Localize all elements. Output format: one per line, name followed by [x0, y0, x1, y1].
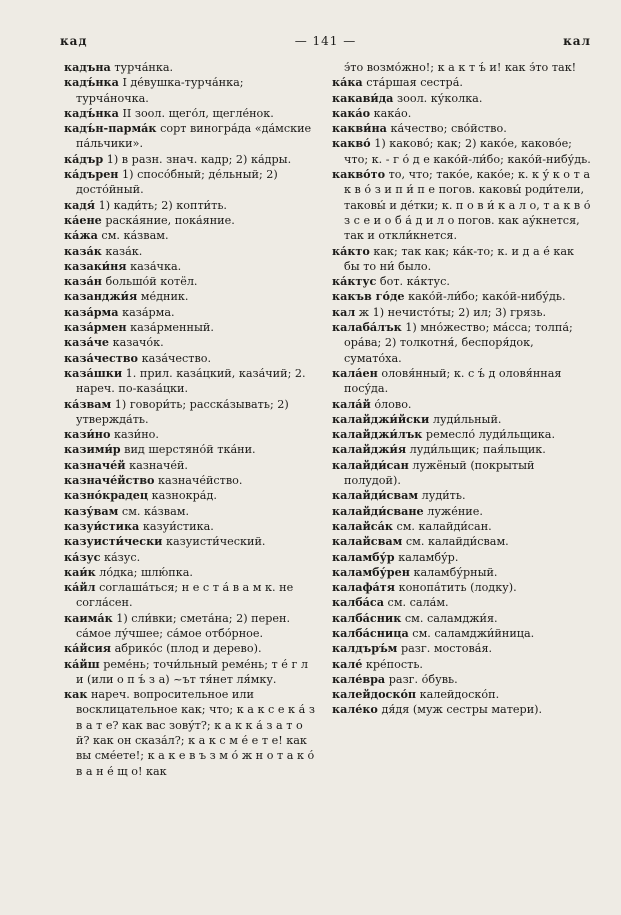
- dictionary-entry: [64, 534, 316, 549]
- entry-headword: ка́звам: [64, 396, 112, 411]
- dictionary-entry: [332, 412, 592, 427]
- entry-headword: калайди́свам: [332, 488, 419, 503]
- entry-definition: луди́льщик; пая́льщик.: [406, 443, 546, 457]
- entry-definition: луже́ние.: [423, 504, 483, 518]
- entry-definition: 1) говори́ть; расска́зывать; 2) утвержда́ть.: [76, 397, 289, 426]
- dictionary-entry: [64, 244, 316, 259]
- dictionary-entry: [64, 488, 316, 503]
- entry-definition: соглаша́ться; н е с т а́ в а м к. не согла́сен.: [76, 581, 294, 610]
- entry-headword: каима́к: [64, 610, 113, 625]
- entry-definition: казнокра́д.: [148, 489, 217, 503]
- entry-definition: ло́дка; шлю́пка.: [95, 565, 193, 579]
- entry-definition: луди́ть.: [418, 489, 466, 503]
- entry-headword: ка́ка: [332, 75, 363, 90]
- entry-definition: зоол. ку́колка.: [393, 91, 483, 105]
- entry-definition: кака́о.: [370, 106, 412, 120]
- entry-headword: казно́крадец: [64, 488, 149, 503]
- entry-headword: калейдоско́п: [332, 687, 417, 702]
- dictionary-entry: [64, 611, 316, 642]
- running-head: [60, 34, 591, 52]
- entry-headword: калайджи́лък: [332, 427, 423, 442]
- entry-definition: см. калайди́свам.: [402, 535, 509, 549]
- entry-definition: вид шерстяно́й тка́ни.: [120, 443, 256, 457]
- entry-definition: каза́рменный.: [126, 321, 214, 335]
- entry-headword: кале́вра: [332, 671, 386, 686]
- entry-headword: казанджи́я: [64, 289, 138, 304]
- dictionary-entry: [64, 213, 316, 228]
- dictionary-entry: [64, 366, 316, 397]
- dictionary-entry: [332, 504, 592, 519]
- entry-headword: ка́йсия: [64, 641, 112, 656]
- dictionary-entry: [64, 641, 316, 656]
- entry-headword: ка́зус: [64, 549, 101, 564]
- entry-definition: см. ка́звам.: [97, 229, 169, 243]
- dictionary-entry: [64, 152, 316, 167]
- entry-headword: ка́йл: [64, 580, 96, 595]
- dictionary-entry: [64, 351, 316, 366]
- dictionary-entry: [332, 565, 592, 580]
- entry-definition: каза́рма.: [118, 305, 175, 319]
- entry-headword: какави́да: [332, 90, 394, 105]
- entry-definition: абрико́с (плод и дерево).: [111, 642, 262, 656]
- entry-headword: каза́к: [64, 243, 102, 258]
- entry-headword: кала́ен: [332, 365, 378, 380]
- entry-headword: каи́к: [64, 564, 96, 579]
- entry-headword: каза́че: [64, 335, 110, 350]
- entry-headword: каза́рмен: [64, 320, 127, 335]
- entry-definition: како́й-ли́бо; како́й-нибу́дь.: [404, 290, 566, 304]
- dictionary-entry: [332, 488, 592, 503]
- entry-definition: о́лово.: [370, 397, 412, 411]
- entry-headword: ка́дърен: [64, 167, 119, 182]
- right-column: [332, 60, 592, 718]
- dictionary-entry: [332, 534, 592, 549]
- entry-headword: калдъръ́м: [332, 641, 398, 656]
- dictionary-entry: [64, 60, 316, 75]
- running-head-right: кал: [563, 34, 591, 48]
- entry-headword: калайди́сан: [332, 457, 409, 472]
- entry-definition: казначе́й.: [125, 458, 188, 472]
- dictionary-entry: [332, 442, 592, 457]
- entry-headword: какво́то: [332, 167, 386, 182]
- dictionary-entry: [332, 550, 592, 565]
- dictionary-entry: [64, 106, 316, 121]
- entry-headword: кал: [332, 304, 356, 319]
- dictionary-entry: [64, 167, 316, 198]
- dictionary-entry: [332, 687, 592, 702]
- entry-definition: ста́ршая сестра́.: [362, 76, 463, 90]
- dictionary-entry: [332, 580, 592, 595]
- dictionary-entry: [332, 75, 592, 90]
- entry-definition: раска́яние, пока́яние.: [101, 213, 235, 227]
- dictionary-entry: [64, 228, 316, 243]
- entry-headword: кази́но: [64, 427, 111, 442]
- entry-definition: каза́чка.: [126, 259, 182, 273]
- dictionary-entry: [332, 244, 592, 275]
- entry-definition: дя́дя (муж сестры матери).: [377, 703, 543, 717]
- entry-headword: какво́: [332, 136, 371, 151]
- page-number: — 141 —: [294, 34, 357, 48]
- entry-headword: ка́кто: [332, 243, 370, 258]
- entry-definition: см. ка́звам.: [118, 504, 190, 518]
- entry-definition: кре́пость.: [362, 657, 423, 671]
- dictionary-entry: [332, 320, 592, 366]
- entry-headword: казуисти́чески: [64, 534, 163, 549]
- entry-headword: казначе́й: [64, 457, 126, 472]
- dictionary-entry: [64, 259, 316, 274]
- entry-definition: конопа́тить (лодку).: [395, 581, 517, 595]
- dictionary-entry: [332, 657, 592, 672]
- entry-headword: кала́й: [332, 396, 371, 411]
- entry-definition: 1) кади́ть; 2) копти́ть.: [95, 198, 227, 212]
- entry-headword: какви́на: [332, 121, 387, 136]
- entry-definition: казуисти́ческий.: [162, 535, 266, 549]
- entry-headword: каза́шки: [64, 365, 123, 380]
- entry-definition: нареч. вопросительное или восклицательное как; что; к а к с е к а́ з в а т е? как вас зову́т?; к а к к а́ з а т о й? как он сказа́л?; к а к с м е́ е т е! как вы сме́ете!; к а к е в ъ з м о́ ж н о т а к о́ в а н е́ щ о! как: [76, 688, 315, 778]
- entry-headword: калайса́к: [332, 518, 393, 533]
- dictionary-entry: [64, 657, 316, 688]
- entry-definition: каза́чество.: [138, 351, 212, 365]
- entry-headword: калайджи́я: [332, 442, 407, 457]
- entry-headword: калайди́сване: [332, 503, 424, 518]
- entry-definition: 1) сли́вки; смета́на; 2) перен. са́мое лу́чшее; са́мое отбо́рное.: [76, 611, 290, 640]
- entry-headword: калба́са: [332, 595, 384, 610]
- entry-headword: ка́жа: [64, 228, 98, 243]
- entry-headword: кадъ́н-парма́к: [64, 121, 157, 136]
- dictionary-entry: [332, 91, 592, 106]
- dictionary-entry: [64, 687, 316, 779]
- entry-definition: ж 1) нечисто́ты; 2) ил; 3) грязь.: [355, 305, 546, 319]
- dictionary-entry: [332, 136, 592, 167]
- entry-definition: 1) спосо́бный; де́льный; 2) досто́йный.: [76, 168, 278, 197]
- dictionary-entry: [332, 397, 592, 412]
- entry-definition: казначе́йство.: [154, 474, 243, 488]
- dictionary-entry: [64, 121, 316, 152]
- dictionary-entry: [332, 274, 592, 289]
- entry-definition: 1. прил. каза́цкий, каза́чий; 2. нареч. по-каза́цки.: [76, 366, 306, 396]
- dictionary-entry: [64, 289, 316, 304]
- dictionary-entry: [64, 519, 316, 534]
- entry-definition: см. калайди́сан.: [392, 519, 492, 533]
- entry-headword: калайджи́йски: [332, 411, 430, 426]
- dictionary-entry: [64, 198, 316, 213]
- entry-headword: ка́ктус: [332, 274, 377, 289]
- entry-headword: казу́вам: [64, 503, 119, 518]
- entry-headword: калафа́тя: [332, 580, 396, 595]
- entry-definition: ка́зус.: [100, 550, 141, 564]
- dictionary-entry: [332, 289, 592, 304]
- dictionary-entry: [64, 550, 316, 565]
- entry-definition: калейдоско́п.: [416, 688, 500, 702]
- entry-headword: ка́йш: [64, 656, 100, 671]
- dictionary-entry: [332, 458, 592, 489]
- entry-definition: 1) каково́; как; 2) како́е, каково́е; что; к. - г о́ д е како́й-ли́бо; како́й-нибу́дь.: [344, 137, 591, 166]
- entry-headword: кале́ко: [332, 702, 378, 717]
- dictionary-entry: [64, 504, 316, 519]
- entry-headword: каза́чество: [64, 350, 139, 365]
- entry-definition: разг. мостова́я.: [397, 642, 493, 656]
- entry-headword: казими́р: [64, 442, 121, 457]
- dictionary-entry: [332, 60, 592, 75]
- dictionary-entry: [64, 320, 316, 335]
- entry-headword: кадъна: [64, 60, 111, 74]
- dictionary-entry: [332, 611, 592, 626]
- entry-definition: кази́но.: [110, 428, 159, 442]
- dictionary-entry: [64, 274, 316, 289]
- entry-definition: ме́дник.: [137, 290, 189, 304]
- entry-headword: каламбу́рен: [332, 564, 410, 579]
- dictionary-entry: [64, 580, 316, 611]
- entry-definition: ремесло́ луди́льщика.: [422, 428, 556, 442]
- entry-definition: то, что; тако́е, како́е; к. к у́ к о т а к в о́ з и п и́ п е погов. каковы́ роди́тели, таковы́ и де́тки; к. п о в и́ к а л о, т а к в о́ з с е и о б а́ д и л о погов. как ау́кнется, так и откли́кнется.: [344, 168, 591, 243]
- entry-definition: 1) мно́жество; ма́сса; толпа́; ора́ва; 2) толкотня́, беспоря́док, сумато́ха.: [344, 321, 573, 365]
- dictionary-entry: [332, 702, 592, 717]
- entry-definition: каза́к.: [101, 244, 143, 258]
- entry-definition: казачо́к.: [109, 336, 164, 350]
- dictionary-entry: [332, 366, 592, 397]
- entry-definition: бот. ка́ктус.: [376, 275, 450, 289]
- dictionary-entry: [64, 335, 316, 350]
- dictionary-entry: [64, 397, 316, 428]
- entry-definition: казуи́стика.: [139, 519, 214, 533]
- entry-definition: луди́льный.: [429, 412, 502, 426]
- entry-definition: см. саламджи́йница.: [408, 626, 535, 640]
- dictionary-entry: [332, 106, 592, 121]
- entry-definition: см. саламджи́я.: [401, 611, 498, 625]
- entry-definition: каламбу́р.: [394, 550, 459, 564]
- entry-headword: каза́н: [64, 274, 102, 289]
- entry-definition: э́то возмо́жно!; к а к т ъ́ и! как э́то так!: [344, 61, 577, 74]
- entry-definition: реме́нь; точи́льный реме́нь; т е́ г л и (или о п ъ́ з а) ~ът тя́нет ля́мку.: [76, 657, 308, 686]
- entry-definition: как; так как; ка́к-то; к. и д а е́ как бы то ни́ было.: [344, 244, 575, 273]
- entry-headword: кале́: [332, 656, 363, 671]
- dictionary-entry: [64, 473, 316, 488]
- dictionary-entry: [64, 75, 316, 106]
- dictionary-entry: [332, 626, 592, 641]
- entry-headword: казуи́стика: [64, 518, 140, 533]
- dictionary-entry: [332, 672, 592, 687]
- dictionary-entry: [332, 427, 592, 442]
- entry-definition: лужёный (покрытый полудой).: [344, 458, 535, 488]
- entry-headword: калайсвам: [332, 534, 403, 549]
- entry-definition: большо́й котёл.: [101, 275, 198, 289]
- entry-headword: каза́рма: [64, 304, 119, 319]
- entry-definition: 1) в разн. знач. кадр; 2) ка́дры.: [103, 152, 292, 166]
- dictionary-entry: [64, 305, 316, 320]
- entry-headword: кадъ́нка: [64, 75, 119, 90]
- entry-headword: какъв го́де: [332, 289, 405, 304]
- entry-headword: каламбу́р: [332, 549, 395, 564]
- dictionary-entry: [332, 519, 592, 534]
- entry-headword: ка́ене: [64, 212, 102, 227]
- entry-definition: ка́чество; сво́йство.: [386, 122, 507, 136]
- left-column: [64, 60, 316, 779]
- entry-headword: калба́сница: [332, 625, 409, 640]
- entry-definition: турча́нка.: [110, 61, 174, 74]
- dictionary-entry: [64, 442, 316, 457]
- entry-headword: калаба́лък: [332, 320, 402, 335]
- entry-definition: I де́вушка-турча́нка; турча́ночка.: [76, 76, 244, 105]
- dictionary-entry: [332, 121, 592, 136]
- dictionary-entry: [64, 458, 316, 473]
- running-head-left: кад: [60, 34, 88, 48]
- entry-headword: ка́дър: [64, 151, 104, 166]
- entry-headword: кадъ́нка: [64, 105, 119, 120]
- dictionary-entry: [332, 641, 592, 656]
- entry-headword: казаки́ня: [64, 258, 127, 273]
- entry-definition: разг. о́бувь.: [385, 672, 458, 686]
- dictionary-entry: [64, 565, 316, 580]
- entry-headword: кадя́: [64, 197, 96, 212]
- entry-definition: II зоол. щего́л, щегле́нок.: [118, 106, 274, 120]
- entry-definition: каламбу́рный.: [409, 565, 498, 579]
- dictionary-entry: [64, 427, 316, 442]
- entry-headword: как: [64, 687, 88, 702]
- entry-headword: казначе́йство: [64, 473, 155, 488]
- entry-definition: см. сала́м.: [384, 596, 449, 610]
- entry-headword: кака́о: [332, 105, 371, 120]
- entry-headword: калба́сник: [332, 610, 402, 625]
- entry-definition: сорт виногра́да «да́мские па́льчики».: [76, 122, 312, 151]
- dictionary-entry: [332, 595, 592, 610]
- dictionary-entry: [332, 305, 592, 320]
- entry-definition: оловя́нный; к. с ъ́ д оловя́нная посу́да.: [344, 366, 562, 396]
- dictionary-entry: [332, 167, 592, 243]
